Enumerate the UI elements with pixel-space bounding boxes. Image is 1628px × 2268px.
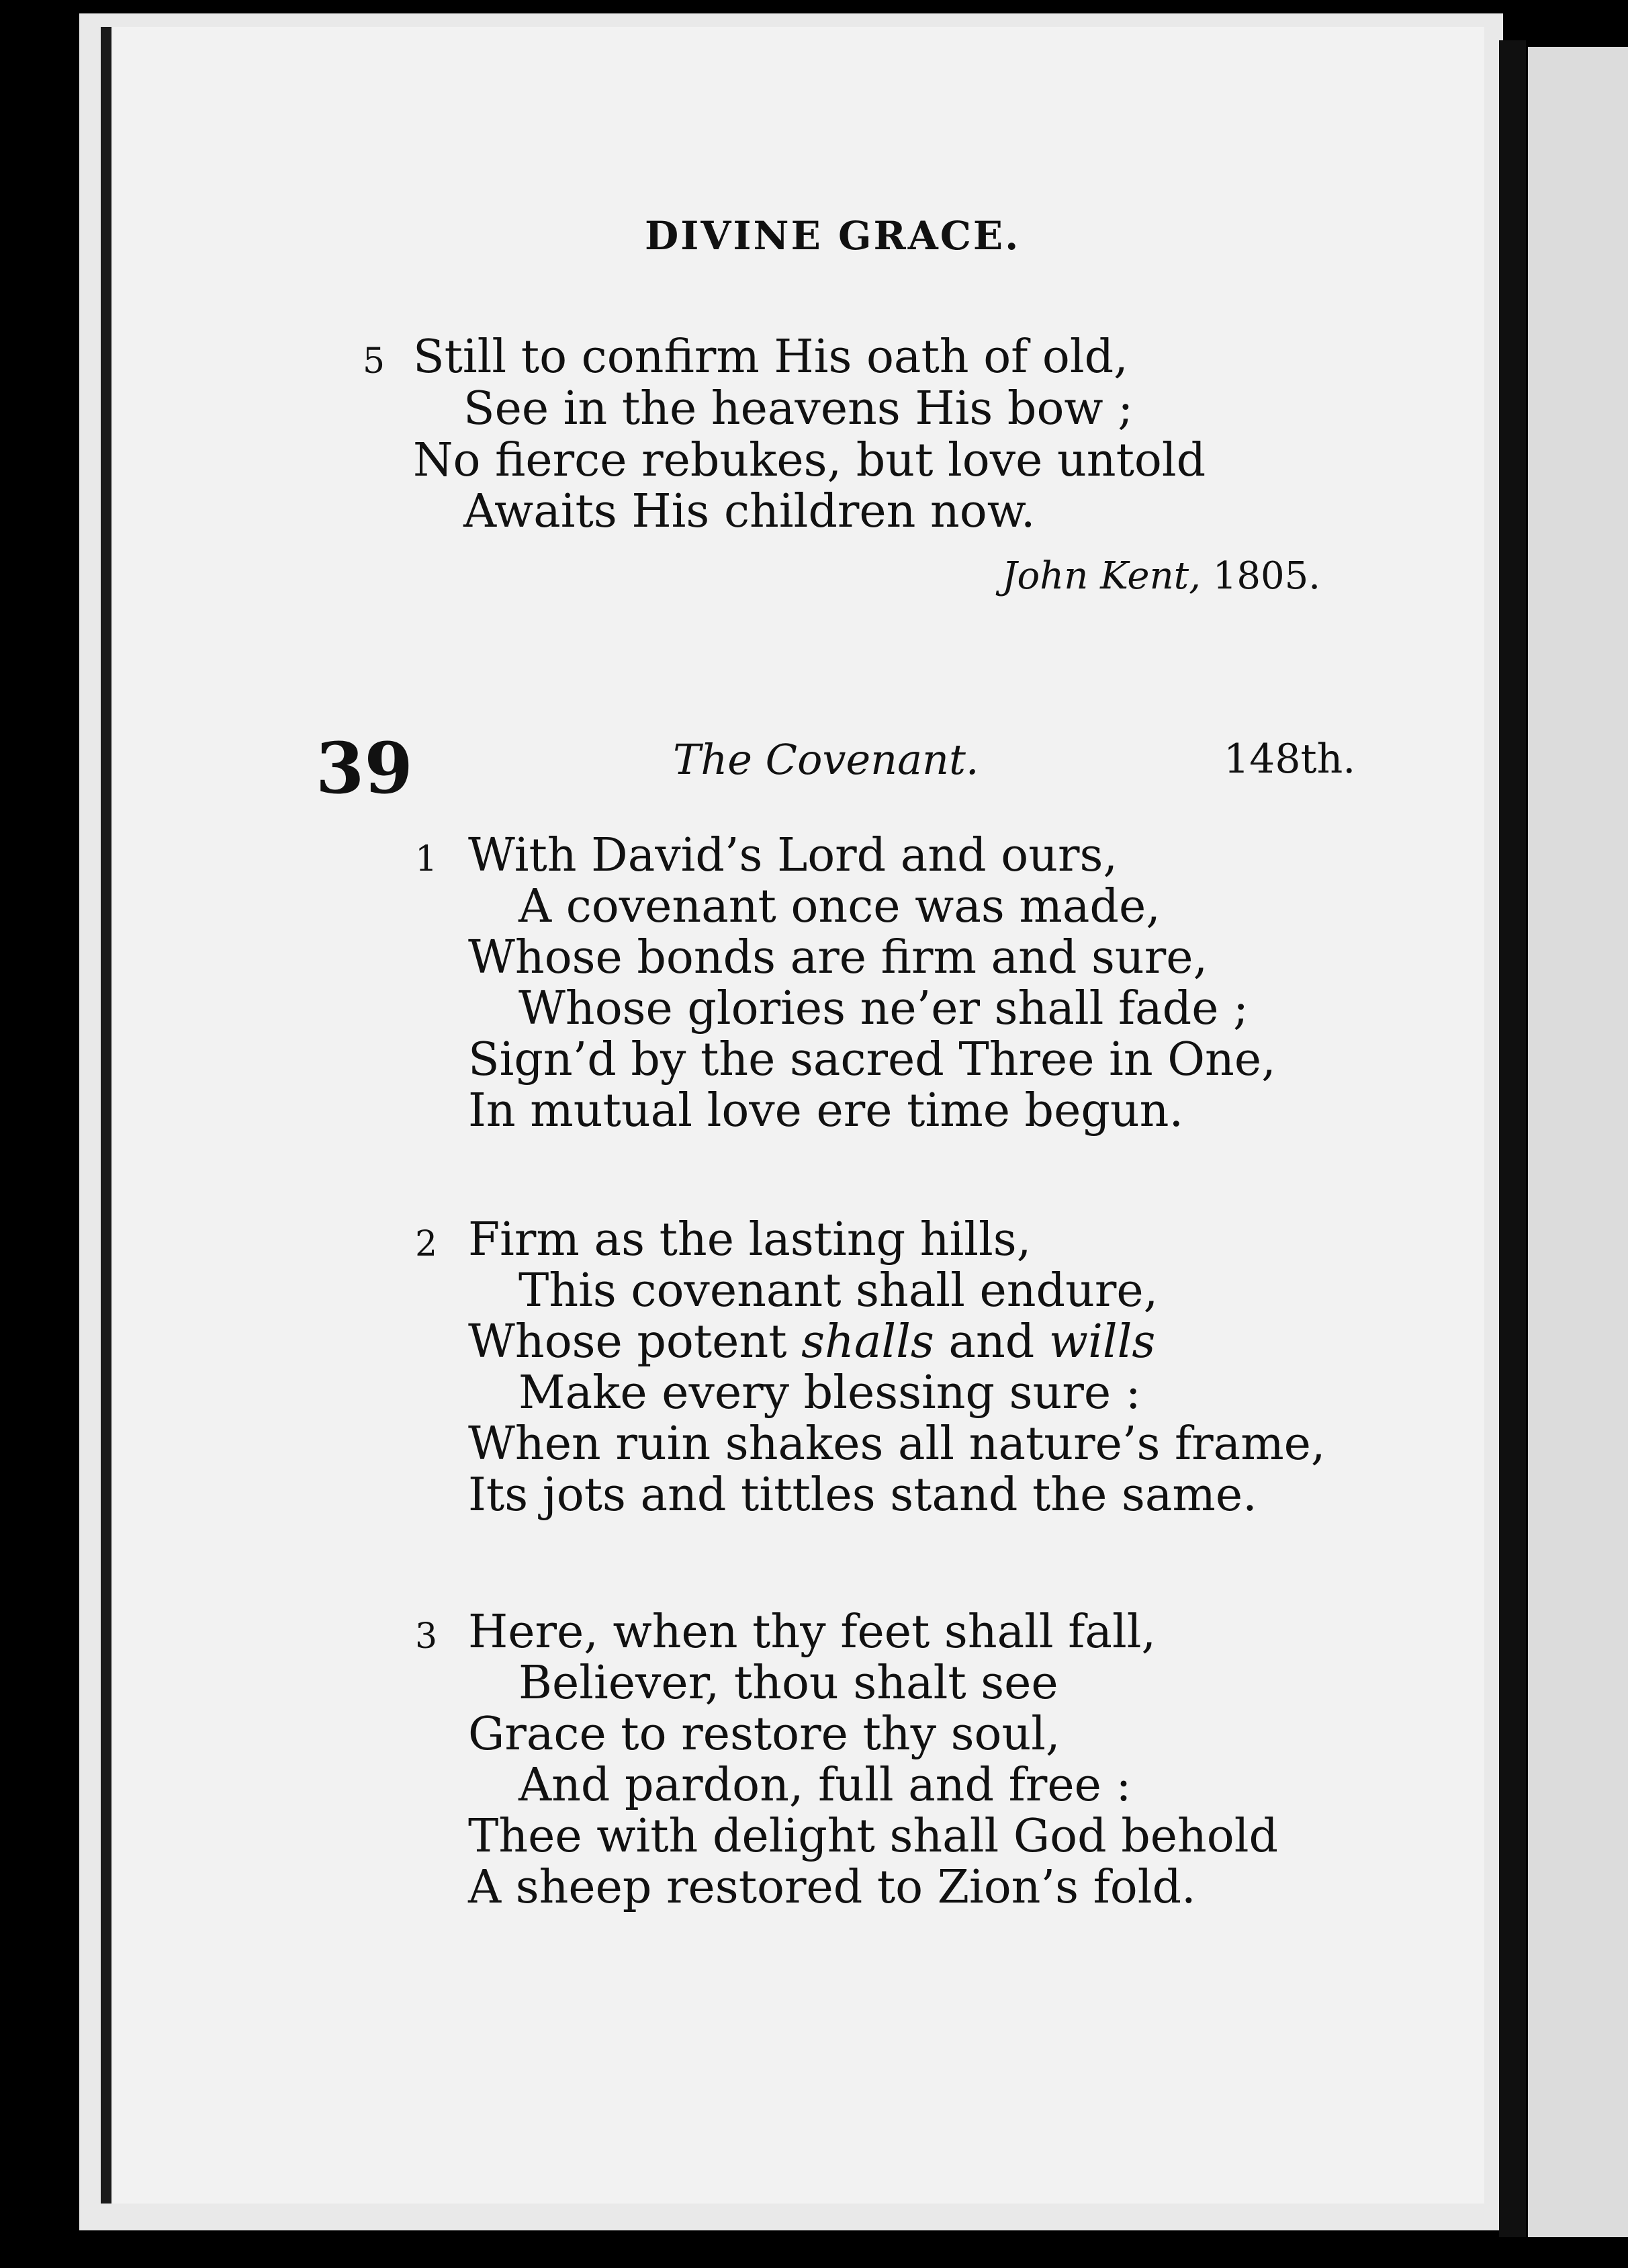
verse-line: A covenant once was made, xyxy=(518,880,1161,933)
verse-line: A sheep restored to Zion’s fold. xyxy=(468,1861,1196,1914)
verse-line: Make every blessing sure : xyxy=(518,1366,1141,1420)
hymn-number: 39 xyxy=(316,727,413,810)
author-year: 1805. xyxy=(1200,554,1321,598)
verse-line xyxy=(468,1315,1156,1368)
verse-line: Sign’d by the sacred Three in One, xyxy=(468,1033,1276,1086)
verse-number: 2 xyxy=(415,1224,438,1264)
verse-line: Whose bonds are firm and sure, xyxy=(468,931,1208,984)
verse-line: See in the heavens His bow ; xyxy=(463,382,1134,435)
verse-line: When ruin shakes all nature’s frame, xyxy=(468,1418,1326,1471)
verse-line: Grace to restore thy soul, xyxy=(468,1708,1060,1761)
line-fragment: Whose potent xyxy=(468,1315,802,1368)
hymn-title: The Covenant. xyxy=(673,735,979,784)
binding-gutter xyxy=(1499,40,1526,2237)
verse-line: Still to confirm His oath of old, xyxy=(413,331,1128,384)
verse-line: Here, when thy feet shall fall, xyxy=(468,1606,1157,1659)
verse-line: Its jots and tittles stand the same. xyxy=(468,1469,1257,1522)
verse-line: No fierce rebukes, but love untold xyxy=(413,434,1206,487)
verse-number: 3 xyxy=(415,1616,438,1657)
facing-page-edge xyxy=(1528,47,1628,2237)
line-fragment: and xyxy=(934,1315,1049,1368)
verse-line: In mutual love ere time begun. xyxy=(468,1084,1184,1137)
running-head: DIVINE GRACE. xyxy=(645,213,1021,259)
italic-word: wills xyxy=(1048,1315,1156,1368)
verse-line: This covenant shall endure, xyxy=(518,1264,1159,1317)
italic-word: shalls xyxy=(801,1315,934,1368)
verse-line: Awaits His children now. xyxy=(463,485,1036,538)
verse-line: Believer, thou shalt see xyxy=(518,1657,1058,1710)
verse-line: With David’s Lord and ours, xyxy=(468,829,1118,882)
verse-line: Whose glories ne’er shall fade ; xyxy=(518,982,1249,1035)
hymn-meter: 148th. xyxy=(1224,736,1356,783)
verse-number: 5 xyxy=(363,341,386,382)
verse-line: And pardon, full and free : xyxy=(518,1759,1132,1812)
verse-number: 1 xyxy=(415,839,438,879)
verse-line: Thee with delight shall God behold xyxy=(468,1810,1279,1863)
verse-line: Firm as the lasting hills, xyxy=(468,1213,1032,1266)
author-name: John Kent, xyxy=(1002,554,1201,598)
attribution xyxy=(1002,554,1321,598)
